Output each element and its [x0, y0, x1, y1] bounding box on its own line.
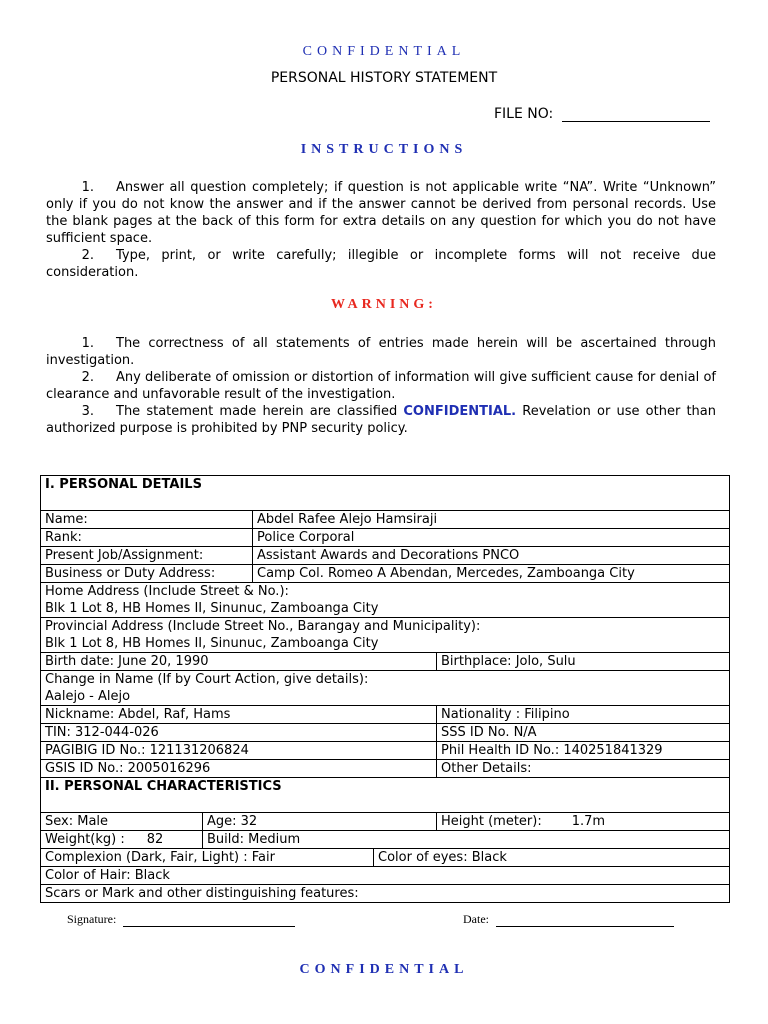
date-field: [463, 912, 674, 927]
sex: Sex: Male: [41, 813, 203, 831]
file-no-line: [562, 121, 710, 122]
warning-item-1: 1. The correctness of all statements of entries made herein will be ascertained through investigation.: [46, 336, 716, 368]
home-address-value: Blk 1 Lot 8, HB Homes II, Sinunuc, Zamboanga City: [45, 601, 379, 616]
provincial-address-value: Blk 1 Lot 8, HB Homes II, Sinunuc, Zamboanga City: [45, 636, 379, 651]
date-label: Date:: [463, 912, 489, 926]
warnings-block: [46, 335, 716, 437]
name-value: Abdel Rafee Alejo Hamsiraji: [253, 511, 730, 529]
job-value: Assistant Awards and Decorations PNCO: [253, 547, 730, 565]
name-label: Name:: [41, 511, 253, 529]
build: Build: Medium: [203, 831, 730, 849]
instructions-heading: INSTRUCTIONS: [300, 142, 468, 157]
hair-color: Color of Hair: Black: [41, 867, 730, 885]
instructions-block: [46, 179, 716, 281]
pagibig-id: PAGIBIG ID No.: 121131206824: [41, 742, 437, 760]
weight-value: 82: [146, 832, 164, 847]
age: Age: 32: [203, 813, 437, 831]
birth-date: Birth date: June 20, 1990: [41, 653, 437, 671]
date-line[interactable]: [496, 926, 674, 927]
instruction-item-2: 2. Type, print, or write carefully; illegible or incomplete forms will not receive due consideration.: [46, 248, 716, 280]
complexion: Complexion (Dark, Fair, Light) : Fair: [41, 849, 374, 867]
birthplace: Birthplace: Jolo, Sulu: [437, 653, 730, 671]
nickname: Nickname: Abdel, Raf, Hams: [41, 706, 437, 724]
rank-value: Police Corporal: [253, 529, 730, 547]
change-in-name-value: Aalejo - Alejo: [45, 689, 131, 704]
height: [437, 813, 730, 831]
signature-line[interactable]: [123, 926, 295, 927]
business-address-label: Business or Duty Address:: [41, 565, 253, 583]
change-in-name: [41, 671, 730, 706]
confidential-top: CONFIDENTIAL: [302, 44, 466, 59]
page-title: PERSONAL HISTORY STATEMENT: [270, 70, 498, 86]
tin: TIN: 312-044-026: [41, 724, 437, 742]
provincial-address: [41, 618, 730, 653]
warning-item-3: 3. The statement made herein are classified CONFIDENTIAL. Revelation or use other than authorized purpose is prohibited by PNP security policy.: [46, 404, 716, 436]
warning-heading: WARNING:: [331, 297, 437, 312]
confidential-bottom: CONFIDENTIAL: [299, 962, 469, 977]
section-personal-details: I. PERSONAL DETAILS: [41, 476, 730, 511]
home-address: [41, 583, 730, 618]
business-address-value: Camp Col. Romeo A Abendan, Mercedes, Zamboanga City: [253, 565, 730, 583]
sss-id: SSS ID No. N/A: [437, 724, 730, 742]
home-address-label: Home Address (Include Street & No.):: [45, 584, 289, 599]
other-details: Other Details:: [437, 760, 730, 778]
signature-label: Signature:: [67, 912, 117, 926]
file-no-label: FILE NO:: [494, 106, 554, 122]
provincial-address-label: Provincial Address (Include Street No., Barangay and Municipality):: [45, 619, 481, 634]
height-value: 1.7m: [571, 814, 606, 829]
nationality: Nationality : Filipino: [437, 706, 730, 724]
personal-history-form: [40, 475, 730, 903]
job-label: Present Job/Assignment:: [41, 547, 253, 565]
gsis-id: GSIS ID No.: 2005016296: [41, 760, 437, 778]
philhealth-id: Phil Health ID No.: 140251841329: [437, 742, 730, 760]
eye-color: Color of eyes: Black: [374, 849, 730, 867]
weight: [41, 831, 203, 849]
change-in-name-label: Change in Name (If by Court Action, give details):: [45, 672, 369, 687]
confidential-inline: CONFIDENTIAL.: [403, 404, 517, 419]
height-label: Height (meter):: [441, 814, 542, 829]
section-personal-characteristics: II. PERSONAL CHARACTERISTICS: [41, 778, 730, 813]
file-no: [494, 106, 710, 122]
rank-label: Rank:: [41, 529, 253, 547]
scars-marks: Scars or Mark and other distinguishing features:: [41, 885, 730, 903]
weight-label: Weight(kg) :: [45, 832, 125, 847]
instruction-item-1: 1. Answer all question completely; if question is not applicable write “NA”. Write “Unknown” only if you do not know the answer and if the answer cannot be derived from personal records. Use the blank pages at the back of this form for extra details on any question for which you do not have sufficient space.: [46, 180, 716, 246]
signature-field: [67, 912, 295, 927]
warning-item-2: 2. Any deliberate of omission or distortion of information will give sufficient cause for denial of clearance and unfavorable result of the investigation.: [46, 370, 716, 402]
